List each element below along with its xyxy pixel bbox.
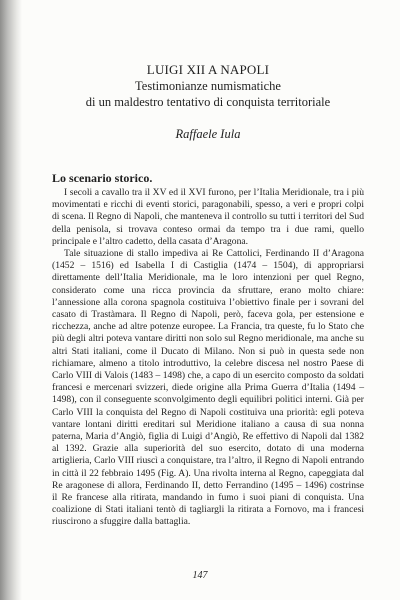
section-heading: Lo scenario storico. [52,171,153,185]
title-line-2: Testimonianze numismatiche [135,79,281,93]
page-number: 147 [192,570,208,581]
article-title [52,62,364,110]
paragraph-1: I secoli a cavallo tra il XV ed il XVI furono, per l’Italia Meridionale, tra i più movimentati e ricchi di eventi storici, paragonabili, spesso, a veri e propri colpi di scena. Il Regno di Napoli, che manteneva il controllo su tutti i territori del Sud della penisola, si trovava conteso ormai da tempo tra i due rami, quello principale e l’altro cadetto, della casata d’Aragona. [52,187,364,247]
title-line-3: di un maldestro tentativo di conquista territoriale [85,95,331,109]
document-page [52,62,364,529]
title-line-1: LUIGI XII A NAPOLI [146,62,270,77]
scan-edge-shadow [0,0,22,600]
paragraph-2: Tale situazione di stallo impediva ai Re Cattolici, Ferdinando II d’Aragona (1452 – 1516) ed Isabella I di Castiglia (1474 – 1504), di appropriarsi direttamente dell’Italia Meridionale, ma le loro intenzioni per quel Regno, considerato come una ricca provincia da sfruttare, erano molto chiare: l’annessione alla corona spagnola costituiva l’obiettivo finale per i sovrani del casato di Trastàmara. Il Regno di Napoli, però, faceva gola, per estensione e ricchezza, anche ad altre potenze europee. La Francia, tra queste, fu lo Stato che più degli altri poteva vantare diritti non solo sul Regno meridionale, ma anche su altri Stati italiani, come il Ducato di Milano. Non si può in questa sede non richiamare, almeno a titolo introduttivo, la celebre discesa nel nostro Paese di Carlo VIII di Valois (1483 – 1498) che, a capo di un esercito composto da soldati francesi e mercenari svizzeri, diede origine alla Prima Guerra d’Italia (1494 – 1498), con il conseguente sconvolgimento degli equilibri politici interni. Già per Carlo VIII la conquista del Regno di Napoli costituiva una priorità: egli poteva vantare lontani diritti ereditari sul Meridione italiano a causa di sua nonna paterna, Maria d’Angiò, figlia di Luigi d’Angiò, Re effettivo di Napoli dal 1382 al 1392. Grazie alla superiorità del suo esercito, dotato di una moderna artiglieria, Carlo VIII riuscì a conquistare, tra l’altro, il Regno di Napoli entrando in città il 22 febbraio 1495 (Fig. A). Una rivolta interna al Regno, capeggiata dal Re aragonese di allora, Ferdinando II, detto Ferrandino (1495 – 1496) costrinse il Re francese alla ritirata, mandando in fumo i suoi piani di conquista. Una coalizione di Stati italiani tentò di tagliargli la ritirata a Fornovo, ma i francesi riuscirono a sfuggire dalla battaglia. [52,248,364,528]
author-name: Raffaele Iula [175,127,241,141]
